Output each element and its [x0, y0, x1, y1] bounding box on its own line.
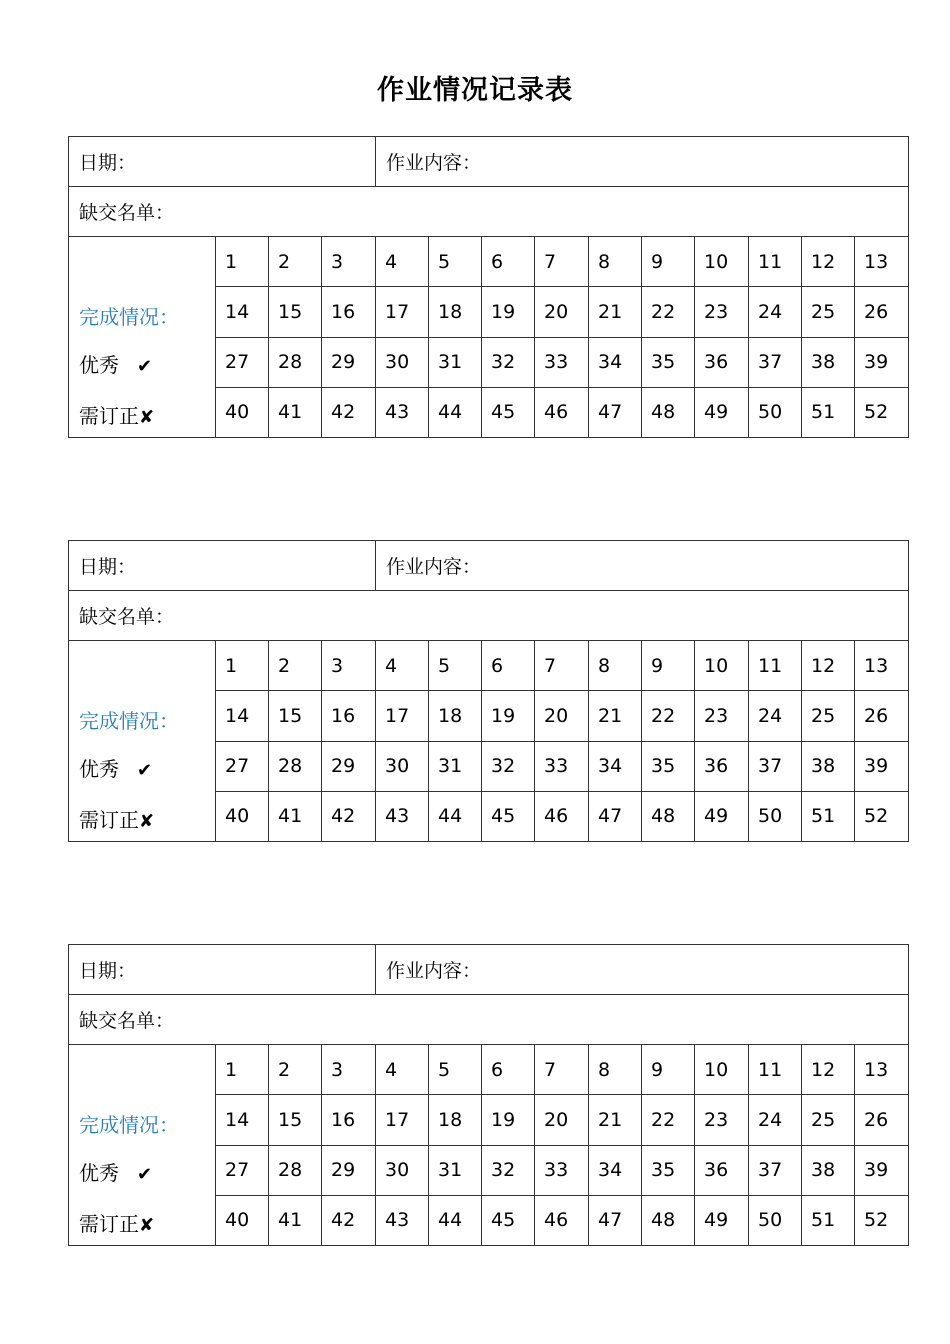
student-number-cell[interactable]: 27: [216, 337, 269, 387]
student-number-cell[interactable]: 45: [482, 791, 535, 841]
student-number-cell[interactable]: 36: [695, 1145, 749, 1195]
student-number-cell[interactable]: 52: [855, 791, 909, 841]
student-number-cell[interactable]: 5: [429, 641, 482, 691]
content-label: 作业内容：: [376, 137, 909, 187]
student-number-cell[interactable]: 33: [535, 337, 589, 387]
student-number-cell[interactable]: 5: [429, 1045, 482, 1095]
student-number-cell[interactable]: 50: [749, 387, 802, 437]
student-number-cell[interactable]: 15: [269, 691, 322, 741]
student-number-cell[interactable]: 51: [802, 791, 855, 841]
student-number-cell[interactable]: 31: [429, 741, 482, 791]
student-number-cell[interactable]: 20: [535, 287, 589, 337]
record-table: [68, 944, 909, 1246]
student-number-cell[interactable]: 25: [802, 1095, 855, 1145]
student-number-cell[interactable]: 2: [269, 237, 322, 287]
cross-icon: ✘: [139, 1215, 155, 1236]
student-number-cell[interactable]: 35: [642, 741, 695, 791]
student-number-cell[interactable]: 40: [216, 1195, 269, 1245]
correction-label: 需订正: [79, 404, 139, 428]
student-number-cell[interactable]: 24: [749, 1095, 802, 1145]
date-label: 日期：: [69, 945, 376, 995]
student-number-cell[interactable]: 38: [802, 337, 855, 387]
student-number-cell[interactable]: 49: [695, 1195, 749, 1245]
student-number-cell[interactable]: 11: [749, 237, 802, 287]
student-number-cell[interactable]: 26: [855, 691, 909, 741]
check-icon: ✔: [137, 356, 153, 377]
student-number-cell[interactable]: 31: [429, 1145, 482, 1195]
student-number-cell[interactable]: 12: [802, 237, 855, 287]
student-number-cell[interactable]: 6: [482, 641, 535, 691]
missing-row: [69, 591, 909, 641]
student-number-cell[interactable]: 39: [855, 1145, 909, 1195]
student-number-cell[interactable]: 22: [642, 691, 695, 741]
student-number-cell[interactable]: 39: [855, 337, 909, 387]
student-number-cell[interactable]: 7: [535, 237, 589, 287]
excellent-legend: [79, 1157, 152, 1186]
student-number-cell[interactable]: 1: [216, 641, 269, 691]
record-table: [68, 540, 909, 842]
student-number-cell[interactable]: 33: [535, 741, 589, 791]
student-number-cell[interactable]: 9: [642, 237, 695, 287]
date-label: 日期：: [69, 541, 376, 591]
student-number-cell[interactable]: 17: [376, 691, 429, 741]
student-number-cell[interactable]: 49: [695, 791, 749, 841]
student-number-cell[interactable]: 45: [482, 1195, 535, 1245]
student-number-cell[interactable]: 42: [322, 791, 376, 841]
student-number-cell[interactable]: 13: [855, 641, 909, 691]
student-number-cell[interactable]: 15: [269, 287, 322, 337]
student-number-cell[interactable]: 41: [269, 791, 322, 841]
correction-legend: [79, 1208, 154, 1237]
header-row: [69, 137, 909, 187]
student-number-cell[interactable]: 42: [322, 387, 376, 437]
student-number-cell[interactable]: 32: [482, 337, 535, 387]
student-number-cell[interactable]: 29: [322, 1145, 376, 1195]
student-number-cell[interactable]: 51: [802, 1195, 855, 1245]
student-number-cell[interactable]: 19: [482, 691, 535, 741]
student-number-cell[interactable]: 44: [429, 1195, 482, 1245]
student-number-cell[interactable]: 52: [855, 387, 909, 437]
student-number-cell[interactable]: 38: [802, 1145, 855, 1195]
student-number-cell[interactable]: 19: [482, 287, 535, 337]
missing-list-label: 缺交名单：: [69, 591, 909, 641]
check-icon: ✔: [137, 1164, 153, 1185]
student-number-cell[interactable]: 40: [216, 387, 269, 437]
student-number-cell[interactable]: 4: [376, 1045, 429, 1095]
record-table: [68, 136, 909, 438]
student-number-cell[interactable]: 30: [376, 741, 429, 791]
student-number-cell[interactable]: 3: [322, 641, 376, 691]
student-number-cell[interactable]: 41: [269, 387, 322, 437]
student-number-cell[interactable]: 27: [216, 741, 269, 791]
content-label: 作业内容：: [376, 945, 909, 995]
status-legend: [69, 641, 216, 842]
student-number-cell[interactable]: 3: [322, 237, 376, 287]
student-number-cell[interactable]: 8: [589, 1045, 642, 1095]
student-number-cell[interactable]: 24: [749, 287, 802, 337]
student-number-cell[interactable]: 9: [642, 641, 695, 691]
student-number-cell[interactable]: 41: [269, 1195, 322, 1245]
student-number-cell[interactable]: 16: [322, 691, 376, 741]
student-number-cell[interactable]: 46: [535, 1195, 589, 1245]
student-number-cell[interactable]: 37: [749, 337, 802, 387]
student-number-cell[interactable]: 10: [695, 237, 749, 287]
excellent-label: 优秀: [79, 1161, 119, 1185]
student-number-cell[interactable]: 17: [376, 287, 429, 337]
header-row: [69, 945, 909, 995]
student-number-cell[interactable]: 31: [429, 337, 482, 387]
student-number-cell[interactable]: 47: [589, 387, 642, 437]
student-number-cell[interactable]: 51: [802, 387, 855, 437]
student-number-cell[interactable]: 22: [642, 1095, 695, 1145]
student-number-cell[interactable]: 35: [642, 337, 695, 387]
student-number-cell[interactable]: 40: [216, 791, 269, 841]
correction-label: 需订正: [79, 808, 139, 832]
student-number-cell[interactable]: 22: [642, 287, 695, 337]
status-label: 完成情况：: [79, 709, 179, 733]
student-number-cell[interactable]: 28: [269, 337, 322, 387]
student-number-cell[interactable]: 2: [269, 1045, 322, 1095]
student-number-cell[interactable]: 34: [589, 1145, 642, 1195]
student-number-cell[interactable]: 14: [216, 287, 269, 337]
student-number-cell[interactable]: 32: [482, 1145, 535, 1195]
correction-legend: [79, 804, 154, 833]
student-number-cell[interactable]: 4: [376, 237, 429, 287]
student-number-cell[interactable]: 43: [376, 1195, 429, 1245]
status-label: 完成情况：: [79, 305, 179, 329]
student-number-cell[interactable]: 39: [855, 741, 909, 791]
student-number-cell[interactable]: 21: [589, 1095, 642, 1145]
student-number-cell[interactable]: 23: [695, 287, 749, 337]
student-number-cell[interactable]: 26: [855, 1095, 909, 1145]
cross-icon: ✘: [139, 811, 155, 832]
student-number-cell[interactable]: 52: [855, 1195, 909, 1245]
number-row: [69, 237, 909, 287]
student-number-cell[interactable]: 47: [589, 791, 642, 841]
excellent-legend: [79, 349, 152, 378]
student-number-cell[interactable]: 7: [535, 641, 589, 691]
student-number-cell[interactable]: 30: [376, 1145, 429, 1195]
excellent-legend: [79, 753, 152, 782]
student-number-cell[interactable]: 50: [749, 791, 802, 841]
student-number-cell[interactable]: 46: [535, 791, 589, 841]
student-number-cell[interactable]: 19: [482, 1095, 535, 1145]
student-number-cell[interactable]: 44: [429, 387, 482, 437]
cross-icon: ✘: [139, 407, 155, 428]
student-number-cell[interactable]: 11: [749, 641, 802, 691]
header-row: [69, 541, 909, 591]
student-number-cell[interactable]: 12: [802, 641, 855, 691]
student-number-cell[interactable]: 16: [322, 1095, 376, 1145]
student-number-cell[interactable]: 33: [535, 1145, 589, 1195]
student-number-cell[interactable]: 2: [269, 641, 322, 691]
student-number-cell[interactable]: 10: [695, 641, 749, 691]
student-number-cell[interactable]: 47: [589, 1195, 642, 1245]
student-number-cell[interactable]: 5: [429, 237, 482, 287]
student-number-cell[interactable]: 10: [695, 1045, 749, 1095]
student-number-cell[interactable]: 18: [429, 691, 482, 741]
student-number-cell[interactable]: 20: [535, 691, 589, 741]
student-number-cell[interactable]: 14: [216, 1095, 269, 1145]
student-number-cell[interactable]: 14: [216, 691, 269, 741]
student-number-cell[interactable]: 11: [749, 1045, 802, 1095]
student-number-cell[interactable]: 28: [269, 1145, 322, 1195]
student-number-cell[interactable]: 44: [429, 791, 482, 841]
student-number-cell[interactable]: 18: [429, 287, 482, 337]
missing-row: [69, 995, 909, 1045]
student-number-cell[interactable]: 23: [695, 691, 749, 741]
student-number-cell[interactable]: 32: [482, 741, 535, 791]
student-number-cell[interactable]: 43: [376, 387, 429, 437]
student-number-cell[interactable]: 6: [482, 237, 535, 287]
student-number-cell[interactable]: 4: [376, 641, 429, 691]
missing-list-label: 缺交名单：: [69, 995, 909, 1045]
status-label: 完成情况：: [79, 1113, 179, 1137]
student-number-cell[interactable]: 25: [802, 287, 855, 337]
student-number-cell[interactable]: 8: [589, 641, 642, 691]
student-number-cell[interactable]: 30: [376, 337, 429, 387]
student-number-cell[interactable]: 43: [376, 791, 429, 841]
student-number-cell[interactable]: 17: [376, 1095, 429, 1145]
status-legend: [69, 237, 216, 438]
student-number-cell[interactable]: 45: [482, 387, 535, 437]
student-number-cell[interactable]: 36: [695, 337, 749, 387]
student-number-cell[interactable]: 26: [855, 287, 909, 337]
excellent-label: 优秀: [79, 757, 119, 781]
student-number-cell[interactable]: 34: [589, 741, 642, 791]
student-number-cell[interactable]: 18: [429, 1095, 482, 1145]
student-number-cell[interactable]: 35: [642, 1145, 695, 1195]
student-number-cell[interactable]: 37: [749, 1145, 802, 1195]
student-number-cell[interactable]: 25: [802, 691, 855, 741]
student-number-cell[interactable]: 42: [322, 1195, 376, 1245]
student-number-cell[interactable]: 12: [802, 1045, 855, 1095]
student-number-cell[interactable]: 1: [216, 1045, 269, 1095]
student-number-cell[interactable]: 1: [216, 237, 269, 287]
student-number-cell[interactable]: 34: [589, 337, 642, 387]
student-number-cell[interactable]: 38: [802, 741, 855, 791]
student-number-cell[interactable]: 16: [322, 287, 376, 337]
missing-list-label: 缺交名单：: [69, 187, 909, 237]
content-label: 作业内容：: [376, 541, 909, 591]
student-number-cell[interactable]: 21: [589, 691, 642, 741]
student-number-cell[interactable]: 37: [749, 741, 802, 791]
student-number-cell[interactable]: 3: [322, 1045, 376, 1095]
page-title: 作业情况记录表: [377, 75, 573, 106]
number-row: [69, 1045, 909, 1095]
student-number-cell[interactable]: 21: [589, 287, 642, 337]
correction-legend: [79, 400, 154, 429]
student-number-cell[interactable]: 50: [749, 1195, 802, 1245]
correction-label: 需订正: [79, 1212, 139, 1236]
student-number-cell[interactable]: 48: [642, 1195, 695, 1245]
student-number-cell[interactable]: 13: [855, 1045, 909, 1095]
student-number-cell[interactable]: 7: [535, 1045, 589, 1095]
student-number-cell[interactable]: 29: [322, 741, 376, 791]
student-number-cell[interactable]: 29: [322, 337, 376, 387]
student-number-cell[interactable]: 20: [535, 1095, 589, 1145]
student-number-cell[interactable]: 13: [855, 237, 909, 287]
student-number-cell[interactable]: 48: [642, 791, 695, 841]
student-number-cell[interactable]: 36: [695, 741, 749, 791]
number-row: [69, 641, 909, 691]
student-number-cell[interactable]: 28: [269, 741, 322, 791]
check-icon: ✔: [137, 760, 153, 781]
student-number-cell[interactable]: 24: [749, 691, 802, 741]
student-number-cell[interactable]: 9: [642, 1045, 695, 1095]
student-number-cell[interactable]: 48: [642, 387, 695, 437]
student-number-cell[interactable]: 23: [695, 1095, 749, 1145]
student-number-cell[interactable]: 27: [216, 1145, 269, 1195]
student-number-cell[interactable]: 15: [269, 1095, 322, 1145]
missing-row: [69, 187, 909, 237]
student-number-cell[interactable]: 49: [695, 387, 749, 437]
status-legend: [69, 1045, 216, 1246]
student-number-cell[interactable]: 8: [589, 237, 642, 287]
excellent-label: 优秀: [79, 353, 119, 377]
date-label: 日期：: [69, 137, 376, 187]
student-number-cell[interactable]: 6: [482, 1045, 535, 1095]
student-number-cell[interactable]: 46: [535, 387, 589, 437]
